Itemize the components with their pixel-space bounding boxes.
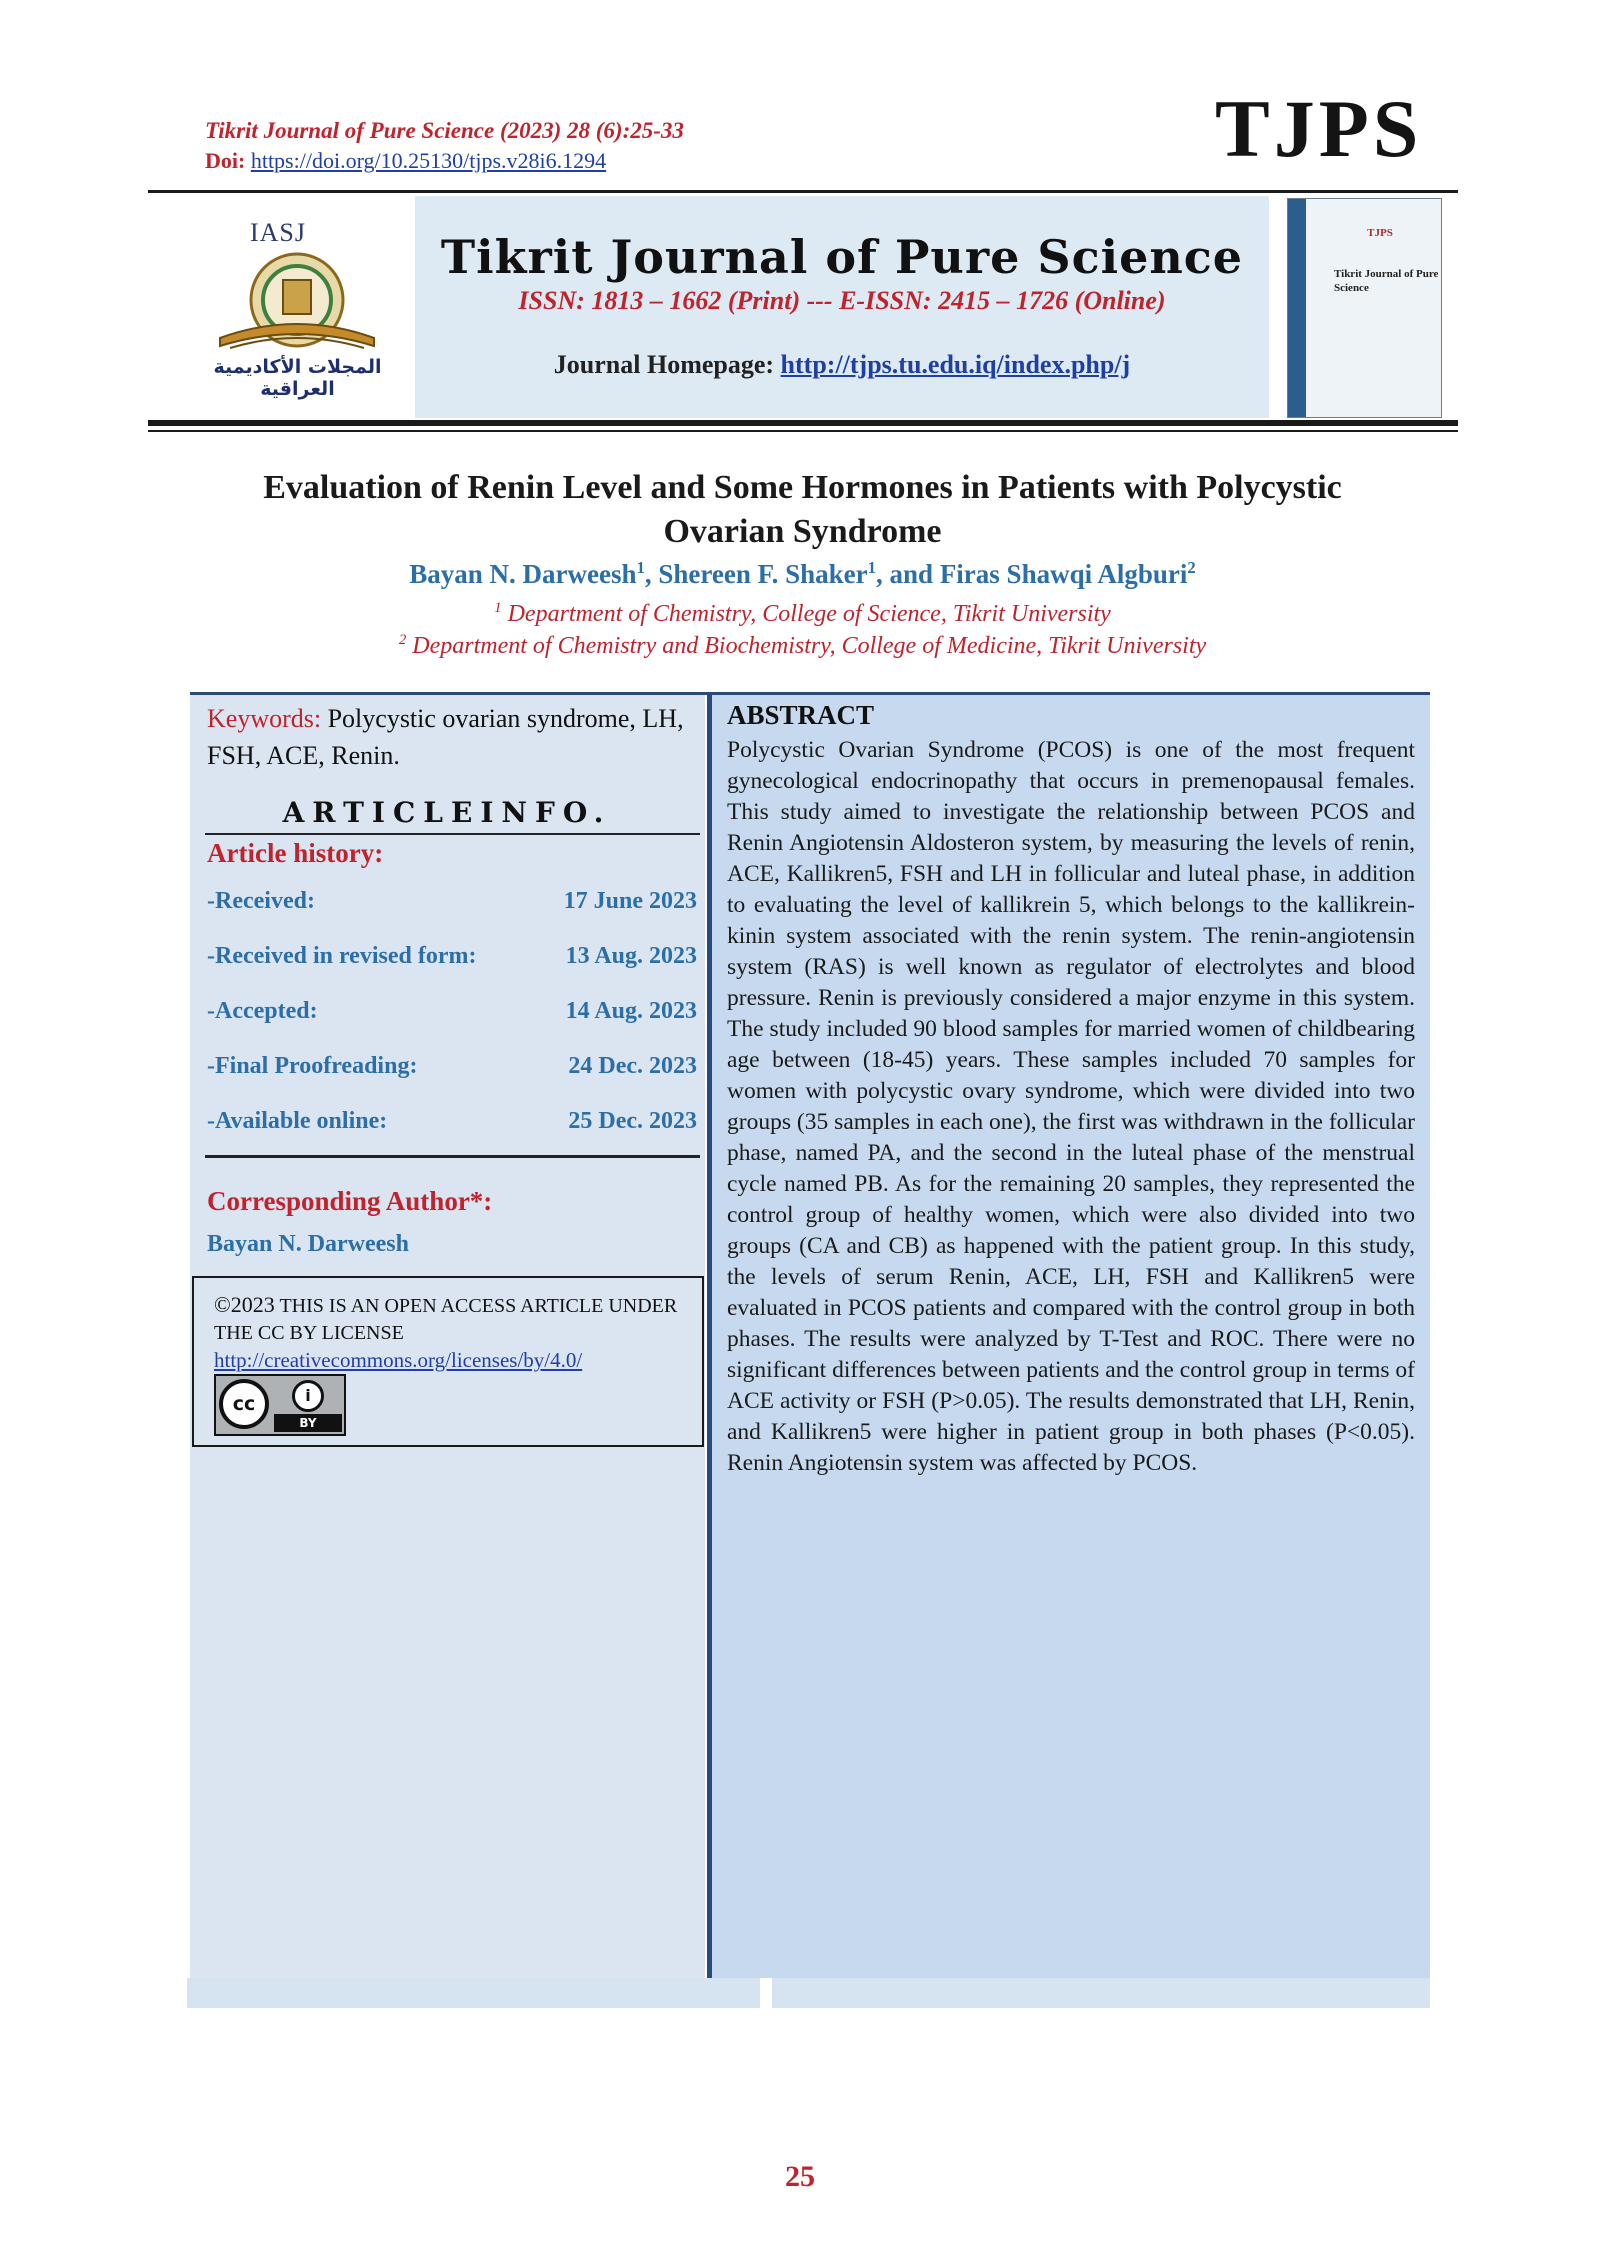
history-row-accepted xyxy=(207,998,697,1053)
abstract-heading: ABSTRACT xyxy=(727,700,875,730)
affiliation-1 xyxy=(180,600,1425,628)
doi-link[interactable]: https://doi.org/10.25130/tjps.v28i6.1294 xyxy=(250,148,607,173)
doi-line xyxy=(205,148,606,174)
homepage-label: Journal Homepage: xyxy=(553,350,775,379)
cc-by-badge[interactable] xyxy=(214,1374,346,1436)
keywords-text: Polycystic ovarian syndrome, LH, FSH, ACE, Renin. xyxy=(207,704,684,770)
cover-title: Tikrit Journal of Pure Science xyxy=(1334,268,1439,294)
history-row-received xyxy=(207,888,697,943)
article-title xyxy=(180,466,1425,554)
article-info-rule xyxy=(205,833,700,835)
cover-page xyxy=(1306,199,1441,417)
affiliation-text: Department of Chemistry, College of Science, Tikrit University xyxy=(507,601,1111,627)
article-history-dates xyxy=(207,888,697,1163)
history-row-proofreading xyxy=(207,1053,697,1108)
tjps-brand: TJPS xyxy=(1215,83,1423,174)
license-text xyxy=(214,1292,684,1375)
cover-label: TJPS xyxy=(1367,227,1393,239)
banner-rule-thin xyxy=(148,430,1458,432)
homepage-line xyxy=(415,350,1269,380)
article-history-rule xyxy=(205,1155,700,1158)
history-date: 24 Dec. 2023 xyxy=(568,1053,697,1079)
page-number: 25 xyxy=(785,2160,815,2193)
author-sup: 1 xyxy=(867,558,877,577)
affiliation-text: Department of Chemistry and Biochemistry, College of Medicine, Tikrit University xyxy=(412,633,1207,659)
journal-title: Tikrit Journal of Pure Science xyxy=(440,230,1244,284)
history-label: -Available online: xyxy=(207,1108,388,1134)
corresponding-author-label: Corresponding Author*: xyxy=(207,1186,493,1216)
history-label: -Received: xyxy=(207,888,315,914)
author-name: Firas Shawqi Algburi xyxy=(939,559,1188,589)
attribution-icon: i xyxy=(292,1380,324,1412)
article-history-label: Article history: xyxy=(207,838,384,868)
affiliation-2 xyxy=(180,632,1425,660)
panel-top-rule xyxy=(190,692,1430,695)
article-title-line2: Ovarian Syndrome xyxy=(663,513,942,550)
license-box xyxy=(192,1276,704,1447)
history-label: -Final Proofreading: xyxy=(207,1053,418,1079)
top-rule xyxy=(148,190,1458,193)
history-date: 13 Aug. 2023 xyxy=(565,943,697,969)
journal-cover-thumbnail xyxy=(1287,198,1442,418)
keywords xyxy=(207,700,687,774)
license-statement: THIS IS AN OPEN ACCESS ARTICLE UNDER THE CC BY LICENSE xyxy=(214,1295,678,1344)
panel-divider xyxy=(707,692,712,1978)
history-row-revised xyxy=(207,943,697,998)
banner-rule-thick xyxy=(148,420,1458,426)
abstract-text: Polycystic Ovarian Syndrome (PCOS) is one of the most frequent gynecological endocrinopathy that occurs in premenopausal females. This study aimed to investigate the relationship between PCOS and Renin Angiotensin Aldosteron system, by measuring the levels of renin, ACE, Kallikren5, FSH and LH in follicular and luteal phase, in addition to evaluating the level of kallikrein 5, which belongs to the kallikrein-kinin system associated with the renin system. The renin-angiotensin system (RAS) is well known as regulator of electrolytes and blood pressure. Renin is previously considered a major enzyme in this system. The study included 90 blood samples for married women of childbearing age between (18-45) years. These samples included 70 samples for women with polycystic ovary syndrome, which were divided into two groups (35 samples in each one), the first was withdrawn in the follicular phase, named PA, and the second in the luteal phase of the menstrual cycle named PB. As for the remaining 20 samples, they represented the control group of healthy women, which were also divided into two groups (CA and CB) as happened with the patient group. In this study, the levels of serum Renin, ACE, LH, FSH and Kallikren5 were evaluated in PCOS patients and compared with the control group in both phases. The results were analyzed by T-Test and ROC. There were no significant differences between patients and the control group in terms of ACE activity or FSH (P>0.05). The results demonstrated that LH, Renin, and Kallikren5 were higher in patient group in both phases (P<0.05). Renin Angiotensin system was affected by PCOS. xyxy=(727,737,1415,1476)
iasj-emblem-icon xyxy=(190,210,405,360)
keywords-label: Keywords: xyxy=(207,704,322,733)
doi-label: Doi: xyxy=(205,148,246,173)
article-title-line1: Evaluation of Renin Level and Some Hormones in Patients with Polycystic xyxy=(263,469,1342,506)
author-name: Bayan N. Darweesh xyxy=(409,559,637,589)
history-date: 17 June 2023 xyxy=(563,888,697,914)
homepage-link[interactable]: http://tjps.tu.edu.iq/index.php/j xyxy=(780,350,1131,379)
author-sup: 2 xyxy=(1187,558,1196,577)
affiliation-sup: 2 xyxy=(398,632,407,648)
author-sup: 1 xyxy=(636,558,645,577)
panel-footer-gap xyxy=(760,1978,772,2008)
issn-line: ISSN: 1813 – 1662 (Print) --- E-ISSN: 2415 – 1726 (Online) xyxy=(518,286,1166,315)
iasj-arabic-text: المجلات الأكاديمية العراقية xyxy=(213,356,382,400)
author-list: Bayan N. Darweesh$^1$, Shereen F. Shaker$^1$, and Firas Shawqi Algburi$^2$ xyxy=(409,558,1196,589)
license-link[interactable]: http://creativecommons.org/licenses/by/4.0/ xyxy=(214,1348,583,1372)
history-date: 14 Aug. 2023 xyxy=(565,998,697,1024)
panel-footer-band xyxy=(187,1978,1430,2008)
iasj-logo-text: IASJ xyxy=(250,218,307,247)
history-label: -Received in revised form: xyxy=(207,943,477,969)
history-date: 25 Dec. 2023 xyxy=(568,1108,697,1134)
journal-citation: Tikrit Journal of Pure Science (2023) 28 (6):25-33 xyxy=(205,118,684,143)
iasj-logo xyxy=(190,210,405,400)
history-label: -Accepted: xyxy=(207,998,318,1024)
corresponding-author-name: Bayan N. Darweesh xyxy=(207,1231,409,1257)
affiliation-sup: 1 xyxy=(494,600,502,616)
author-name: Shereen F. Shaker xyxy=(658,559,868,589)
by-label: BY xyxy=(274,1414,342,1432)
license-year: ©2023 xyxy=(214,1292,275,1317)
cc-icon: cc xyxy=(219,1379,269,1429)
article-info-heading: ARTICLEINFO. xyxy=(282,796,612,829)
